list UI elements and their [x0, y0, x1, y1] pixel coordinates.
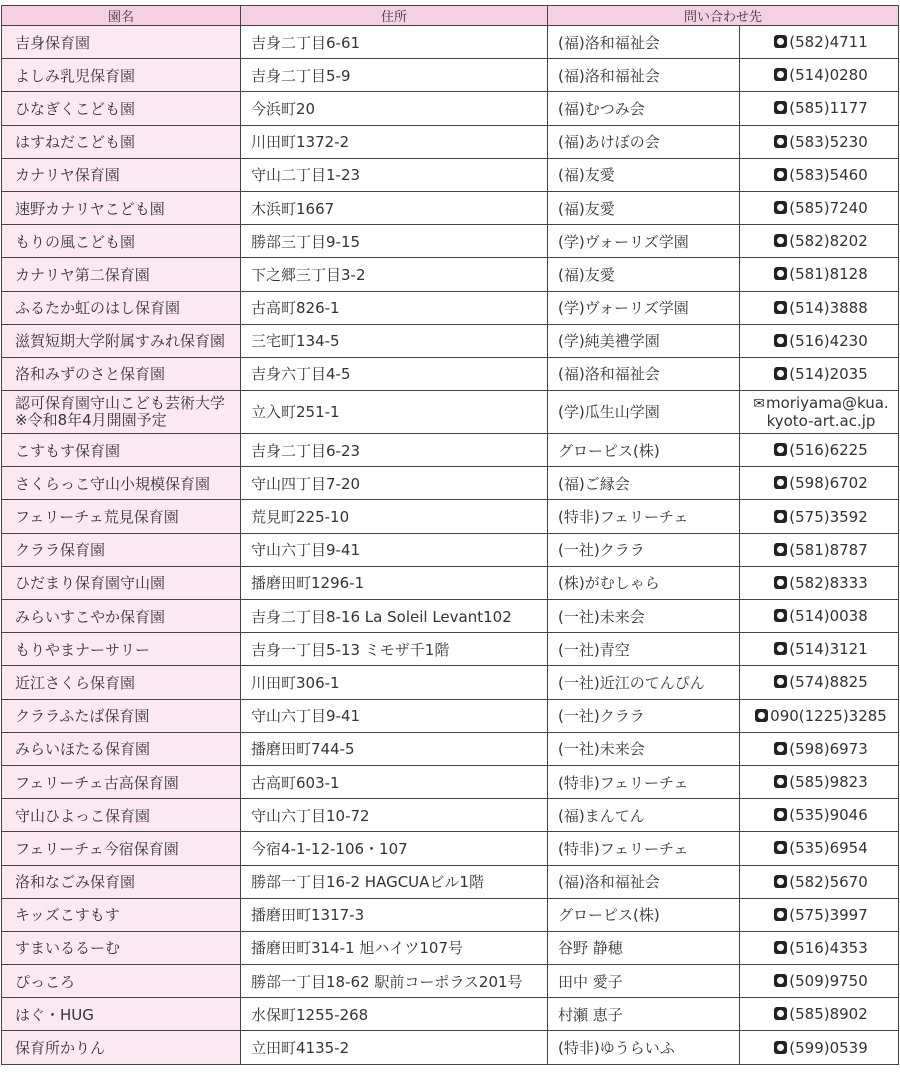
email-line-2: kyoto-art.ac.jp	[766, 411, 876, 430]
phone-icon	[774, 1041, 787, 1054]
operator-cell: グローピス(株)	[548, 434, 740, 467]
nursery-name-cell	[2, 258, 241, 291]
phone-icon	[755, 709, 768, 722]
operator-cell: (学)ヴォーリズ学園	[548, 225, 740, 258]
phone-icon	[774, 334, 787, 347]
address-cell: 吉身六丁目4-5	[241, 357, 548, 390]
address-cell: 立田町4135-2	[241, 1031, 548, 1064]
nursery-name: 洛和みずのさと保育園	[15, 365, 166, 384]
operator-cell: (福)洛和福祉会	[548, 59, 740, 92]
phone-icon	[774, 476, 787, 489]
table-row	[2, 467, 899, 500]
phone-icon	[774, 68, 787, 81]
table-row	[2, 699, 899, 732]
phone-number[interactable]: (509)9750	[789, 972, 868, 991]
phone-cell	[740, 191, 899, 224]
nursery-name: すまいるるーむ	[15, 939, 121, 958]
phone-cell	[740, 357, 899, 390]
nursery-name-cell	[2, 391, 241, 434]
email-line-1: ✉moriyama@kua.	[753, 393, 889, 412]
table-row	[2, 391, 899, 434]
header-name: 園名	[2, 6, 241, 26]
nursery-name-cell	[2, 732, 241, 765]
table-row	[2, 158, 899, 191]
operator-cell: (一社)未来会	[548, 732, 740, 765]
header-address: 住所	[241, 6, 548, 26]
operator-cell: 谷野 静穂	[548, 931, 740, 964]
table-row	[2, 600, 899, 633]
nursery-name-cell	[2, 500, 241, 533]
nursery-name-cell	[2, 699, 241, 732]
table-row	[2, 898, 899, 931]
nursery-name: ひだまり保育園守山園	[15, 574, 166, 593]
phone-number[interactable]: (582)4711	[789, 33, 868, 52]
nursery-name: カナリヤ第二保育園	[15, 265, 150, 284]
table-row	[2, 434, 899, 467]
table-row	[2, 125, 899, 158]
address-cell: 守山六丁目10-72	[241, 799, 548, 832]
phone-icon	[774, 543, 787, 556]
phone-icon	[774, 168, 787, 181]
table-row	[2, 191, 899, 224]
nursery-name: 洛和なごみ保育園	[15, 873, 136, 892]
phone-number[interactable]: (585)8902	[789, 1005, 868, 1024]
nursery-name: フェリーチェ古高保育園	[15, 773, 179, 792]
phone-number[interactable]: (599)0539	[789, 1038, 868, 1057]
operator-cell: (特非)フェリーチェ	[548, 500, 740, 533]
phone-number[interactable]: (514)3121	[789, 640, 868, 659]
phone-cell	[740, 59, 899, 92]
operator-cell: (一社)近江のてんぴん	[548, 666, 740, 699]
phone-cell	[740, 434, 899, 467]
nursery-name-cell	[2, 965, 241, 998]
phone-icon	[774, 576, 787, 589]
address-cell: 播磨田町1317-3	[241, 898, 548, 931]
phone-number[interactable]: (582)8333	[789, 573, 868, 592]
operator-cell: (株)がむしゃら	[548, 566, 740, 599]
nursery-name: みらいほたる保育園	[15, 740, 151, 759]
phone-cell	[740, 765, 899, 798]
address-cell: 立入町251-1	[241, 391, 548, 434]
table-header-row	[2, 6, 899, 26]
operator-cell: (一社)クララ	[548, 533, 740, 566]
phone-cell	[740, 125, 899, 158]
phone-cell	[740, 633, 899, 666]
header-contact: 問い合わせ先	[548, 6, 899, 26]
phone-number[interactable]: (583)5230	[789, 132, 868, 151]
operator-cell: (一社)未来会	[548, 600, 740, 633]
nursery-name-cell	[2, 158, 241, 191]
nursery-name-cell	[2, 357, 241, 390]
nursery-name: みらいすこやか保育園	[15, 607, 166, 626]
phone-icon	[774, 135, 787, 148]
email-address[interactable]	[753, 395, 888, 430]
address-cell: 守山六丁目9-41	[241, 533, 548, 566]
phone-number[interactable]: (575)3592	[789, 507, 868, 526]
phone-icon	[774, 941, 787, 954]
operator-cell: (一社)クララ	[548, 699, 740, 732]
address-cell: 吉身一丁目5-13 ミモザ千1階	[241, 633, 548, 666]
nursery-name: さくらっこ守山小規模保育園	[15, 474, 211, 493]
phone-cell	[740, 965, 899, 998]
phone-cell	[740, 799, 899, 832]
nursery-name: 守山ひよっこ保育園	[15, 806, 151, 825]
phone-number[interactable]: (581)8787	[789, 540, 868, 559]
address-cell: 守山四丁目7-20	[241, 467, 548, 500]
table-row	[2, 1031, 899, 1064]
nursery-name-cell	[2, 998, 241, 1031]
email-cell	[740, 391, 899, 434]
nursery-name-cell	[2, 931, 241, 964]
address-cell: 勝部一丁目18-62 駅前コーポラス201号	[241, 965, 548, 998]
phone-cell	[740, 865, 899, 898]
phone-icon	[774, 510, 787, 523]
table-row	[2, 865, 899, 898]
nursery-name: 速野カナリヤこども園	[15, 199, 165, 218]
table-row	[2, 832, 899, 865]
phone-number[interactable]: (575)3997	[789, 905, 868, 924]
table-row	[2, 965, 899, 998]
operator-cell: (福)ご縁会	[548, 467, 740, 500]
operator-cell: (福)洛和福祉会	[548, 865, 740, 898]
nursery-name-cell	[2, 434, 241, 467]
address-cell: 吉身二丁目6-61	[241, 26, 548, 59]
nursery-name: ぴっころ	[15, 972, 76, 991]
table-row	[2, 357, 899, 390]
nursery-name-cell	[2, 600, 241, 633]
operator-cell: (特非)フェリーチェ	[548, 765, 740, 798]
address-cell: 水保町1255-268	[241, 998, 548, 1031]
operator-cell: (福)洛和福祉会	[548, 357, 740, 390]
operator-cell: (一社)青空	[548, 633, 740, 666]
table-row	[2, 26, 899, 59]
operator-cell: (特非)フェリーチェ	[548, 832, 740, 865]
table-row	[2, 533, 899, 566]
phone-cell	[740, 832, 899, 865]
phone-icon	[774, 301, 787, 314]
operator-cell: (福)あけぼの会	[548, 125, 740, 158]
phone-icon	[774, 808, 787, 821]
address-cell: 三宅町134-5	[241, 324, 548, 357]
phone-cell	[740, 500, 899, 533]
table-row	[2, 225, 899, 258]
nursery-name-cell	[2, 765, 241, 798]
nursery-name: 保育所かりん	[15, 1039, 106, 1058]
address-cell: 守山六丁目9-41	[241, 699, 548, 732]
phone-number[interactable]: (583)5460	[789, 165, 868, 184]
address-cell: 古高町603-1	[241, 765, 548, 798]
phone-icon	[774, 35, 787, 48]
nursery-name-cell	[2, 865, 241, 898]
phone-number[interactable]: (585)1177	[789, 99, 868, 118]
nursery-name-cell	[2, 467, 241, 500]
phone-cell	[740, 998, 899, 1031]
phone-cell	[740, 467, 899, 500]
address-cell: 木浜町1667	[241, 191, 548, 224]
nursery-name: 近江さくら保育園	[15, 673, 136, 692]
nursery-name: はぐ・HUG	[15, 1005, 94, 1024]
phone-cell	[740, 600, 899, 633]
operator-cell: (福)友愛	[548, 158, 740, 191]
address-cell: 播磨田町314-1 旭ハイツ107号	[241, 931, 548, 964]
nursery-name: よしみ乳児保育園	[15, 66, 136, 85]
phone-number[interactable]: 090(1225)3285	[770, 706, 887, 725]
phone-number[interactable]: (514)0038	[789, 607, 868, 626]
address-cell: 吉身二丁目5-9	[241, 59, 548, 92]
table-row	[2, 765, 899, 798]
nursery-name-cell	[2, 125, 241, 158]
nursery-name-cell	[2, 59, 241, 92]
phone-number[interactable]: (574)8825	[789, 673, 868, 692]
phone-number[interactable]: (598)6973	[789, 739, 868, 758]
nursery-name: こすもす保育園	[15, 441, 121, 460]
nursery-name: カナリヤ保育園	[15, 166, 120, 185]
phone-cell	[740, 566, 899, 599]
nursery-name: フェリーチェ荒見保育園	[15, 508, 179, 527]
phone-icon	[774, 367, 787, 380]
operator-cell: 田中 愛子	[548, 965, 740, 998]
operator-cell: (福)まんてん	[548, 799, 740, 832]
nursery-name-cell	[2, 898, 241, 931]
operator-cell: (学)瓜生山学園	[548, 391, 740, 434]
table-row	[2, 324, 899, 357]
phone-cell	[740, 225, 899, 258]
nursery-name: もりやまナーサリー	[15, 640, 151, 659]
phone-cell	[740, 324, 899, 357]
phone-icon	[774, 234, 787, 247]
operator-cell: (福)友愛	[548, 191, 740, 224]
phone-number[interactable]: (581)8128	[789, 265, 868, 284]
nursery-name-cell	[2, 566, 241, 599]
phone-icon	[774, 1007, 787, 1020]
envelope-icon: ✉	[753, 395, 766, 412]
phone-icon	[774, 642, 787, 655]
phone-number[interactable]: (598)6702	[789, 474, 868, 493]
operator-cell: 村瀬 恵子	[548, 998, 740, 1031]
address-cell: 川田町306-1	[241, 666, 548, 699]
phone-cell	[740, 732, 899, 765]
operator-cell: グローピス(株)	[548, 898, 740, 931]
phone-icon	[774, 841, 787, 854]
operator-cell: (福)友愛	[548, 258, 740, 291]
phone-icon	[774, 443, 787, 456]
operator-cell: (福)むつみ会	[548, 92, 740, 125]
nursery-directory-table	[1, 5, 899, 1065]
nursery-name-cell	[2, 92, 241, 125]
phone-icon	[774, 775, 787, 788]
phone-icon	[774, 974, 787, 987]
phone-number[interactable]: (535)6954	[789, 839, 868, 858]
table-row	[2, 500, 899, 533]
phone-cell	[740, 533, 899, 566]
address-cell: 荒見町225-10	[241, 500, 548, 533]
phone-cell	[740, 931, 899, 964]
phone-cell	[740, 1031, 899, 1064]
operator-cell: (福)洛和福祉会	[548, 26, 740, 59]
address-cell: 川田町1372-2	[241, 125, 548, 158]
phone-cell	[740, 291, 899, 324]
nursery-name: はすねだこども園	[15, 133, 136, 152]
address-cell: 吉身二丁目6-23	[241, 434, 548, 467]
nursery-name-cell	[2, 26, 241, 59]
nursery-name: 滋賀短期大学附属すみれ保育園	[15, 332, 226, 351]
phone-cell	[740, 666, 899, 699]
table-row	[2, 291, 899, 324]
address-cell: 吉身二丁目8-16 La Soleil Levant102	[241, 600, 548, 633]
phone-number[interactable]: (516)4230	[789, 331, 868, 350]
nursery-name-cell	[2, 191, 241, 224]
table-row	[2, 799, 899, 832]
nursery-name-cell	[2, 225, 241, 258]
address-cell: 下之郷三丁目3-2	[241, 258, 548, 291]
address-cell: 勝部一丁目16-2 HAGCUAビル1階	[241, 865, 548, 898]
address-cell: 今宿4-1-12-106・107	[241, 832, 548, 865]
phone-icon	[774, 675, 787, 688]
phone-icon	[774, 609, 787, 622]
phone-number[interactable]: (535)9046	[789, 806, 868, 825]
table-row	[2, 732, 899, 765]
nursery-name: ひなぎくこども園	[15, 99, 136, 118]
phone-icon	[774, 742, 787, 755]
table-row	[2, 92, 899, 125]
address-cell: 播磨田町1296-1	[241, 566, 548, 599]
address-cell: 古高町826-1	[241, 291, 548, 324]
phone-number[interactable]: (582)8202	[789, 232, 868, 251]
nursery-name-cell	[2, 533, 241, 566]
table-body	[2, 26, 899, 1065]
phone-number[interactable]: (514)2035	[789, 364, 868, 383]
operator-cell: (学)ヴォーリズ学園	[548, 291, 740, 324]
phone-icon	[774, 201, 787, 214]
phone-number[interactable]: (516)6225	[789, 441, 868, 460]
nursery-name: クララ保育園	[15, 541, 106, 560]
table-row	[2, 566, 899, 599]
nursery-name: キッズこすもす	[15, 906, 120, 925]
address-cell: 守山二丁目1-23	[241, 158, 548, 191]
phone-cell	[740, 92, 899, 125]
nursery-name: 吉身保育園	[15, 33, 91, 52]
nursery-name: ふるたか虹のはし保育園	[15, 299, 181, 318]
address-cell: 勝部三丁目9-15	[241, 225, 548, 258]
nursery-name-cell	[2, 291, 241, 324]
phone-number[interactable]: (585)9823	[789, 773, 868, 792]
phone-cell	[740, 898, 899, 931]
operator-cell: (特非)ゆうらいふ	[548, 1031, 740, 1064]
phone-number[interactable]: (516)4353	[789, 938, 868, 957]
nursery-name-cell	[2, 832, 241, 865]
phone-number[interactable]: (582)5670	[789, 872, 868, 891]
phone-number[interactable]: (514)3888	[789, 298, 868, 317]
nursery-name: 認可保育園守山こども芸術大学	[15, 394, 226, 413]
phone-icon	[774, 908, 787, 921]
table-row	[2, 931, 899, 964]
phone-icon	[774, 267, 787, 280]
nursery-name-cell	[2, 1031, 241, 1064]
phone-cell	[740, 26, 899, 59]
address-cell: 播磨田町744-5	[241, 732, 548, 765]
phone-cell	[740, 158, 899, 191]
nursery-name: もりの風こども園	[15, 232, 136, 251]
table-row	[2, 998, 899, 1031]
nursery-name: クララふたば保育園	[15, 707, 150, 726]
phone-icon	[774, 875, 787, 888]
table-row	[2, 258, 899, 291]
address-cell: 今浜町20	[241, 92, 548, 125]
phone-cell	[740, 258, 899, 291]
phone-icon	[774, 101, 787, 114]
table-row	[2, 633, 899, 666]
operator-cell: (学)純美禮学園	[548, 324, 740, 357]
table-row	[2, 59, 899, 92]
nursery-name-cell	[2, 633, 241, 666]
nursery-name: フェリーチェ今宿保育園	[15, 839, 179, 858]
nursery-name-cell	[2, 666, 241, 699]
phone-number[interactable]: (585)7240	[789, 199, 868, 218]
opening-note: ※令和8年4月開園予定	[15, 411, 167, 430]
table-row	[2, 666, 899, 699]
phone-number[interactable]: (514)0280	[789, 66, 868, 85]
nursery-name-cell	[2, 324, 241, 357]
phone-cell	[740, 699, 899, 732]
nursery-name-cell	[2, 799, 241, 832]
